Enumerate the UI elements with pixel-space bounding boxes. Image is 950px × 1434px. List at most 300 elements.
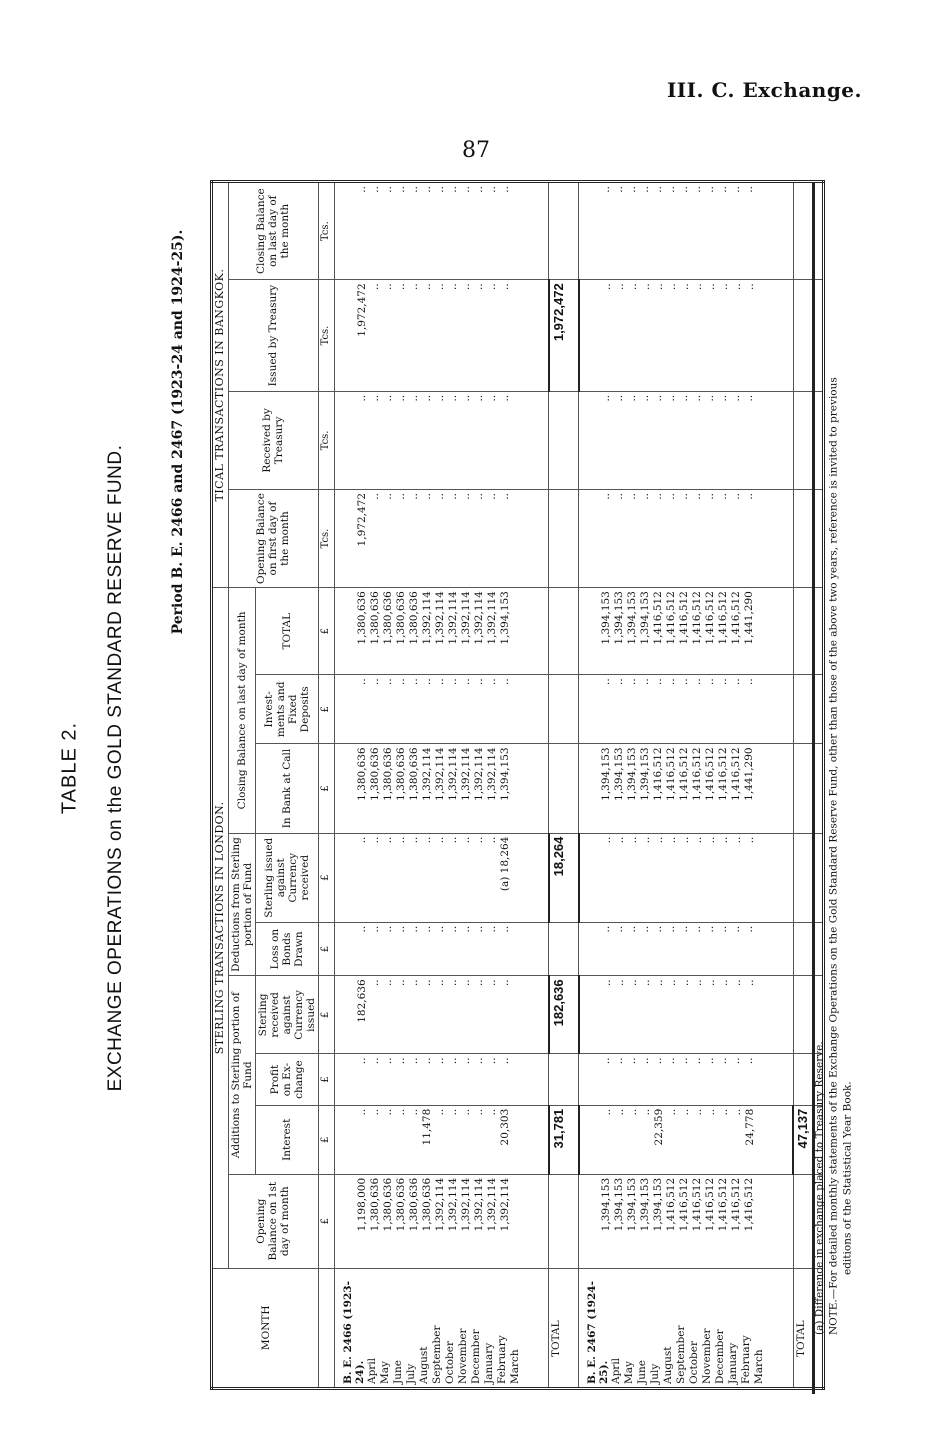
value-cell: .. [639, 678, 652, 685]
value-cell: 1,392,114 [472, 1177, 485, 1232]
value-cell: 1,416,512 [730, 747, 743, 801]
value-cell: 1,441,290 [743, 747, 756, 801]
value-cell: .. [626, 1057, 639, 1065]
value-cell: .. [472, 836, 485, 844]
value-cell: .. [626, 186, 639, 193]
profit-values [579, 1054, 793, 1105]
unit-cell: Tcs. [319, 280, 335, 392]
value-cell: .. [665, 394, 678, 402]
issued-values [579, 280, 793, 392]
investments-values [334, 675, 548, 744]
value-cell: 1,416,512 [717, 591, 730, 645]
value-cell: .. [691, 678, 704, 685]
value-cell: .. [730, 1108, 743, 1116]
value-cell: .. [600, 1108, 613, 1116]
value-cell: .. [420, 492, 433, 500]
total-label: TOTAL [793, 1268, 824, 1388]
value-cell: .. [433, 1108, 446, 1116]
value-cell: .. [678, 492, 691, 500]
month-name: May [378, 1361, 391, 1384]
value-cell: 1,380,636 [381, 591, 394, 645]
table-label: TABLE 2. [58, 721, 81, 815]
total-interest: 31,781 [549, 1105, 579, 1174]
value-cell: .. [498, 678, 511, 685]
value-cell: .. [498, 492, 511, 500]
value-cell: .. [394, 283, 407, 290]
value-cell: .. [355, 186, 368, 193]
interest-values [579, 1105, 793, 1174]
value-cell: .. [368, 925, 381, 933]
value-cell: 1,394,153 [626, 591, 639, 645]
value-cell: .. [498, 394, 511, 402]
value-cell: .. [730, 186, 743, 193]
value-cell: .. [459, 836, 472, 844]
unit-cell: Tcs. [319, 489, 335, 587]
tical-group-header: TICAL TRANSACTIONS IN BANGKOK. [212, 182, 229, 588]
value-cell: .. [446, 394, 459, 402]
value-cell: .. [613, 1057, 626, 1065]
value-cell: .. [600, 492, 613, 500]
value-cell: .. [368, 1057, 381, 1065]
month-name: January [482, 1342, 495, 1384]
value-cell: .. [613, 836, 626, 844]
sterling-received-values [334, 976, 548, 1054]
value-cell: .. [446, 283, 459, 290]
value-cell: .. [626, 1108, 639, 1116]
value-cell: .. [472, 925, 485, 933]
value-cell: .. [381, 979, 394, 987]
in-bank-header: In Bank at Call [255, 744, 318, 833]
value-cell: .. [717, 979, 730, 987]
investments-values [579, 675, 793, 744]
value-cell: .. [665, 925, 678, 933]
value-cell: .. [420, 394, 433, 402]
value-cell: .. [717, 678, 730, 685]
value-cell: .. [743, 394, 756, 402]
value-cell: .. [639, 1057, 652, 1065]
value-cell: .. [691, 394, 704, 402]
period-subtitle: Period B. E. 2466 and 2467 (1923-24 and 1924-25). [170, 229, 186, 635]
value-cell: .. [485, 492, 498, 500]
value-cell: .. [652, 979, 665, 987]
value-cell: .. [420, 925, 433, 933]
value-cell: .. [472, 394, 485, 402]
value-cell: .. [639, 283, 652, 290]
value-cell: .. [368, 283, 381, 290]
value-cell: .. [730, 678, 743, 685]
loss-values [334, 922, 548, 976]
opening-values [579, 1174, 793, 1268]
value-cell: .. [485, 394, 498, 402]
value-cell: .. [678, 1057, 691, 1065]
value-cell: .. [626, 492, 639, 500]
value-cell: .. [730, 492, 743, 500]
value-cell: .. [600, 836, 613, 844]
exchange-table [210, 180, 825, 1390]
page-number: 87 [462, 138, 490, 163]
tical-opening-values [334, 489, 548, 587]
unit-cell: £ [319, 976, 335, 1054]
profit-exchange-header: Profit on Ex-change [255, 1054, 318, 1105]
value-cell: .. [691, 925, 704, 933]
value-cell: .. [626, 925, 639, 933]
value-cell: 1,380,636 [368, 591, 381, 645]
value-cell: 1,392,114 [459, 1177, 472, 1232]
value-cell: .. [730, 1057, 743, 1065]
value-cell: .. [420, 283, 433, 290]
table-body [319, 182, 824, 1389]
value-cell: .. [459, 979, 472, 987]
sterling-received-header: Sterling received against Currency issued [255, 976, 318, 1054]
month-name: November [701, 1328, 714, 1384]
tical-opening-values [579, 489, 793, 587]
value-cell: .. [639, 394, 652, 402]
value-cell: .. [613, 678, 626, 685]
value-cell: .. [730, 836, 743, 844]
unit-cell: Tcs. [319, 182, 335, 280]
value-cell: .. [446, 678, 459, 685]
month-name: September [675, 1325, 688, 1384]
value-cell: .. [691, 1057, 704, 1065]
page-title: EXCHANGE OPERATIONS on the GOLD STANDARD RESERVE FUND. [105, 444, 126, 1092]
value-cell: .. [485, 925, 498, 933]
deductions-group-header: Deductions from Sterling portion of Fund [228, 833, 255, 976]
tical-closing-values [334, 182, 548, 280]
value-cell: .. [446, 979, 459, 987]
value-cell: .. [446, 836, 459, 844]
year1-body-row [334, 182, 548, 1389]
value-cell: 1,394,153 [626, 1177, 639, 1232]
value-cell: .. [498, 283, 511, 290]
value-cell: .. [420, 1057, 433, 1065]
value-cell: .. [678, 1108, 691, 1116]
value-cell: 1,394,153 [600, 1177, 613, 1232]
value-cell: .. [407, 979, 420, 987]
value-cell: .. [600, 186, 613, 193]
value-cell: .. [394, 394, 407, 402]
total-sterling-issued: 18,264 [549, 833, 579, 922]
value-cell: 1,416,512 [652, 747, 665, 801]
value-cell: .. [459, 186, 472, 193]
value-cell: .. [485, 1057, 498, 1065]
value-cell: .. [665, 283, 678, 290]
month-name: September [430, 1325, 443, 1384]
value-cell: .. [355, 1057, 368, 1065]
value-cell: .. [485, 678, 498, 685]
value-cell: 1,392,114 [446, 747, 459, 801]
value-cell: .. [355, 678, 368, 685]
section-header: III. C. Exchange. [666, 78, 862, 102]
value-cell: 1,394,153 [600, 747, 613, 801]
value-cell: .. [472, 1057, 485, 1065]
value-cell: .. [613, 979, 626, 987]
value-cell: .. [459, 678, 472, 685]
value-cell: .. [394, 1108, 407, 1116]
value-cell: 1,380,636 [394, 1177, 407, 1232]
value-cell: .. [394, 1057, 407, 1065]
tical-closing-header: Closing Balance on last day of the month [228, 182, 318, 280]
value-cell: .. [394, 492, 407, 500]
month-name: November [456, 1328, 469, 1384]
value-cell: .. [485, 283, 498, 290]
value-cell: .. [600, 283, 613, 290]
closing-group-header: Closing Balance on last day of month [228, 588, 255, 833]
in-bank-values [579, 744, 793, 833]
value-cell: .. [446, 492, 459, 500]
footnotes [813, 175, 856, 1335]
value-cell: .. [368, 836, 381, 844]
value-cell: .. [717, 836, 730, 844]
value-cell: .. [472, 979, 485, 987]
value-cell: .. [730, 925, 743, 933]
month-name: December [714, 1329, 727, 1384]
value-cell: .. [433, 186, 446, 193]
value-cell: .. [665, 979, 678, 987]
value-cell: 1,394,153 [613, 747, 626, 801]
value-cell: 1,380,636 [407, 747, 420, 801]
value-cell: .. [394, 979, 407, 987]
value-cell: .. [407, 283, 420, 290]
value-cell: 1,392,114 [485, 591, 498, 645]
value-cell: .. [665, 678, 678, 685]
value-cell: .. [613, 283, 626, 290]
unit-cell: Tcs. [319, 391, 335, 489]
value-cell: .. [652, 836, 665, 844]
value-cell: .. [368, 186, 381, 193]
value-cell: 1,380,636 [368, 747, 381, 801]
unit-cell: £ [319, 1054, 335, 1105]
value-cell: .. [652, 394, 665, 402]
total-values [334, 588, 548, 675]
value-cell: 1,394,153 [498, 591, 511, 645]
value-cell: 1,416,512 [665, 591, 678, 645]
value-cell: .. [730, 394, 743, 402]
value-cell: .. [459, 1057, 472, 1065]
value-cell: .. [485, 836, 498, 844]
value-cell: .. [420, 186, 433, 193]
sterling-group-header: STERLING TRANSACTIONS IN LONDON. [212, 588, 229, 1268]
value-cell: 182,636 [355, 979, 368, 1023]
value-cell: 1,416,512 [678, 747, 691, 801]
value-cell: .. [407, 394, 420, 402]
month-name: October [443, 1341, 456, 1384]
sterling-issued-header: Sterling issued against Currency received [255, 833, 318, 922]
value-cell: 1,441,290 [743, 591, 756, 645]
value-cell: .. [665, 1057, 678, 1065]
note-line-2: editions of the Statistical Year Book. [842, 1081, 855, 1275]
month-name: May [623, 1361, 636, 1384]
value-cell: .. [652, 1057, 665, 1065]
value-cell: 1,380,636 [407, 591, 420, 645]
value-cell: .. [678, 186, 691, 193]
unit-cell: £ [319, 744, 335, 833]
value-cell: .. [743, 492, 756, 500]
value-cell: 1,392,114 [459, 747, 472, 801]
value-cell: 1,416,512 [665, 1177, 678, 1232]
month-name: June [391, 1360, 404, 1384]
interest-header: Interest [255, 1105, 318, 1174]
value-cell: .. [678, 394, 691, 402]
value-cell: .. [652, 678, 665, 685]
value-cell: 1,392,114 [433, 747, 446, 801]
unit-cell: £ [319, 1174, 335, 1268]
value-cell: 1,394,153 [498, 747, 511, 801]
unit-cell: £ [319, 675, 335, 744]
unit-cell: £ [319, 833, 335, 922]
value-cell: 1,392,114 [446, 1177, 459, 1232]
value-cell: .. [355, 394, 368, 402]
value-cell: .. [420, 836, 433, 844]
value-cell: .. [613, 1108, 626, 1116]
value-cell: .. [717, 1057, 730, 1065]
sterling-issued-values [334, 833, 548, 922]
value-cell: .. [652, 186, 665, 193]
value-cell: .. [459, 1108, 472, 1116]
value-cell: 1,394,153 [639, 1177, 652, 1232]
value-cell: .. [678, 283, 691, 290]
value-cell: 1,380,636 [355, 747, 368, 801]
value-cell: .. [691, 836, 704, 844]
value-cell: .. [626, 678, 639, 685]
value-cell: .. [704, 283, 717, 290]
value-cell: .. [472, 283, 485, 290]
month-name: July [649, 1363, 662, 1384]
value-cell: .. [498, 1057, 511, 1065]
value-cell: .. [743, 979, 756, 987]
value-cell: .. [639, 925, 652, 933]
value-cell: 24,778 [743, 1108, 756, 1146]
note-line-1: NOTE.—For detailed monthly statements of the Exchange Operations on the Gold Standard Reserve Fund, other than those of the above two years, reference is invited to previous [827, 377, 840, 1335]
value-cell: .. [381, 1108, 394, 1116]
value-cell: .. [717, 394, 730, 402]
value-cell: .. [626, 394, 639, 402]
value-cell: 1,380,636 [381, 1177, 394, 1232]
value-cell: .. [498, 979, 511, 987]
value-cell: .. [433, 836, 446, 844]
value-cell: .. [743, 836, 756, 844]
value-cell: .. [433, 925, 446, 933]
unit-cell: £ [319, 1105, 335, 1174]
year-label: B. E. 2466 (1923-24). [341, 1281, 366, 1384]
value-cell: 1,416,512 [665, 747, 678, 801]
value-cell: .. [407, 925, 420, 933]
value-cell: .. [704, 836, 717, 844]
value-cell: 1,416,512 [678, 591, 691, 645]
value-cell: .. [446, 1057, 459, 1065]
month-name: June [636, 1360, 649, 1384]
value-cell: .. [459, 925, 472, 933]
value-cell: .. [459, 492, 472, 500]
month-name: January [727, 1342, 740, 1384]
value-cell: .. [433, 283, 446, 290]
total-values [579, 588, 793, 675]
value-cell: .. [472, 678, 485, 685]
total-issued: 1,972,472 [549, 280, 579, 392]
value-cell: .. [613, 925, 626, 933]
sterling-issued-values [579, 833, 793, 922]
month-name: March [753, 1349, 766, 1384]
value-cell: 1,380,636 [394, 591, 407, 645]
received-values [334, 391, 548, 489]
value-cell: .. [446, 1108, 459, 1116]
value-cell: .. [691, 492, 704, 500]
value-cell: .. [433, 1057, 446, 1065]
issued-treasury-header: Issued by Treasury [228, 280, 318, 392]
value-cell: .. [691, 1108, 704, 1116]
value-cell: .. [407, 836, 420, 844]
tical-closing-values [579, 182, 793, 280]
value-cell: 1,392,114 [433, 1177, 446, 1232]
value-cell: 1,416,512 [652, 591, 665, 645]
value-cell: .. [394, 678, 407, 685]
value-cell: 1,394,153 [600, 591, 613, 645]
value-cell: .. [433, 979, 446, 987]
month-name: April [365, 1357, 378, 1384]
interest-values [334, 1105, 548, 1174]
value-cell: .. [704, 979, 717, 987]
received-values [579, 391, 793, 489]
value-cell: .. [459, 283, 472, 290]
month-name: February [495, 1335, 508, 1384]
value-cell: .. [678, 925, 691, 933]
value-cell: 1,416,512 [730, 1177, 743, 1232]
value-cell: 1,394,153 [626, 747, 639, 801]
value-cell: .. [433, 492, 446, 500]
value-cell: .. [652, 492, 665, 500]
opening-values [334, 1174, 548, 1268]
value-cell: .. [407, 1057, 420, 1065]
unit-cell: £ [319, 588, 335, 675]
value-cell: 20,303 [498, 1108, 511, 1146]
in-bank-values [334, 744, 548, 833]
year1-total-row [549, 182, 579, 1389]
value-cell: 1,416,512 [691, 591, 704, 645]
value-cell: .. [368, 1108, 381, 1116]
loss-bonds-header: Loss on Bonds Drawn [255, 922, 318, 976]
value-cell: .. [691, 283, 704, 290]
value-cell: 1,416,512 [704, 591, 717, 645]
opening-balance-header: Opening Balance on 1st day of month [228, 1174, 318, 1268]
month-list [579, 1268, 793, 1388]
value-cell: .. [678, 678, 691, 685]
value-cell: .. [381, 394, 394, 402]
value-cell: .. [730, 979, 743, 987]
value-cell: .. [472, 1108, 485, 1116]
value-cell: 1,972,472 [355, 283, 368, 337]
value-cell: .. [485, 186, 498, 193]
value-cell: 1,416,512 [691, 1177, 704, 1232]
value-cell: 11,478 [420, 1108, 433, 1146]
value-cell: .. [355, 836, 368, 844]
value-cell: .. [600, 678, 613, 685]
value-cell: .. [730, 283, 743, 290]
value-cell: 1,380,636 [355, 591, 368, 645]
tical-opening-header: Opening Balance on first day of the month [228, 489, 318, 587]
value-cell: .. [446, 186, 459, 193]
value-cell: .. [743, 283, 756, 290]
value-cell: .. [626, 283, 639, 290]
year2-body-row [579, 182, 793, 1389]
value-cell: 1,394,153 [652, 1177, 665, 1232]
value-cell: .. [704, 394, 717, 402]
month-name: August [662, 1346, 675, 1384]
value-cell: .. [394, 186, 407, 193]
sterling-received-values [579, 976, 793, 1054]
value-cell: .. [613, 394, 626, 402]
value-cell: .. [355, 1108, 368, 1116]
value-cell: 1,416,512 [691, 747, 704, 801]
value-cell: .. [498, 186, 511, 193]
